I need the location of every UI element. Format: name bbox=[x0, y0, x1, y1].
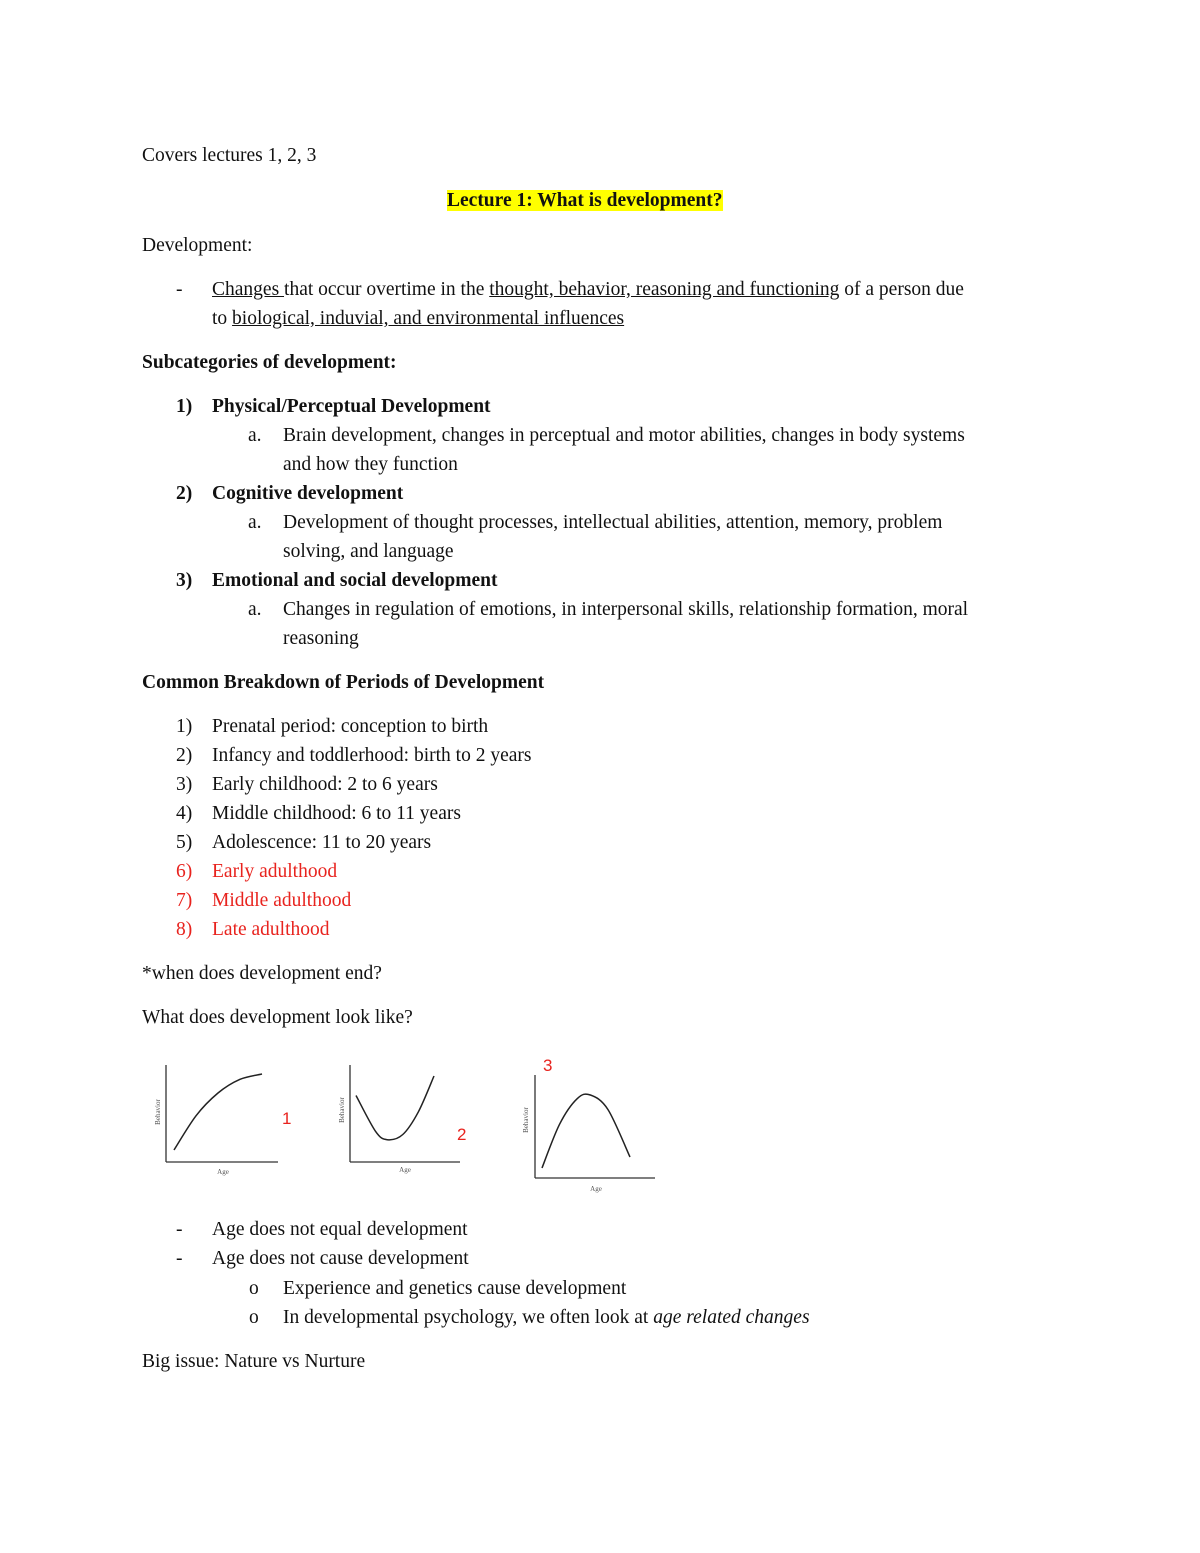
definition-bullet: - bbox=[176, 279, 183, 300]
period-text: Prenatal period: conception to birth bbox=[212, 716, 489, 737]
subcategory-marker: a. bbox=[248, 599, 262, 620]
series-line bbox=[356, 1076, 434, 1140]
period-number: 2) bbox=[176, 745, 193, 766]
subcategory-title: Cognitive development bbox=[212, 483, 404, 504]
age-subbullet-marker: o bbox=[249, 1307, 259, 1328]
subcategory-title: Emotional and social development bbox=[212, 570, 498, 591]
period-number: 8) bbox=[176, 919, 193, 940]
subcategory-desc-line-1: Brain development, changes in perceptual and motor abilities, changes in body systems bbox=[283, 425, 965, 446]
period-number: 3) bbox=[176, 774, 193, 795]
x-axis-label: Age bbox=[590, 1185, 602, 1193]
subcategory-title: Physical/Perceptual Development bbox=[212, 396, 491, 417]
subcategory-number: 2) bbox=[176, 483, 193, 504]
chart-number: 2 bbox=[457, 1125, 467, 1144]
subcategory-desc-line-2: reasoning bbox=[283, 628, 359, 649]
subcategory-number: 1) bbox=[176, 396, 193, 417]
y-axis-label: Behavior bbox=[522, 1107, 530, 1133]
chart-2 bbox=[338, 1065, 466, 1174]
periods-heading: Common Breakdown of Periods of Development bbox=[142, 672, 545, 693]
age-subbullet-plain: In developmental psychology, we often look at bbox=[283, 1307, 654, 1328]
development-label: Development: bbox=[142, 235, 253, 256]
age-bullet-text: Age does not cause development bbox=[212, 1248, 469, 1269]
chart-number: 1 bbox=[282, 1109, 292, 1128]
chart-number: 3 bbox=[543, 1056, 553, 1075]
header-note: Covers lectures 1, 2, 3 bbox=[142, 145, 317, 166]
subcategory-number: 3) bbox=[176, 570, 193, 591]
definition-text-b: of a person due bbox=[839, 279, 964, 300]
period-text: Middle adulthood bbox=[212, 890, 352, 911]
definition-line-2 bbox=[212, 304, 624, 333]
lecture-title-text: Lecture 1: What is development? bbox=[447, 190, 723, 211]
question-look: What does development look like? bbox=[142, 1007, 413, 1028]
definition-text-a: that occur overtime in the bbox=[284, 279, 490, 300]
period-text: Early adulthood bbox=[212, 861, 338, 882]
y-axis-label: Behavior bbox=[338, 1097, 346, 1123]
big-issue: Big issue: Nature vs Nurture bbox=[142, 1351, 366, 1372]
lecture-title bbox=[447, 186, 723, 215]
definition-influences: biological, induvial, and environmental influences bbox=[232, 308, 625, 329]
age-subbullet-marker: o bbox=[249, 1278, 259, 1299]
period-text: Early childhood: 2 to 6 years bbox=[212, 774, 438, 795]
question-end: *when does development end? bbox=[142, 963, 382, 984]
definition-to: to bbox=[212, 308, 233, 329]
x-axis-label: Age bbox=[399, 1166, 411, 1174]
development-charts bbox=[150, 1050, 670, 1200]
period-number: 4) bbox=[176, 803, 193, 824]
period-text: Infancy and toddlerhood: birth to 2 years bbox=[212, 745, 532, 766]
period-number: 1) bbox=[176, 716, 193, 737]
age-subbullet-italic: age related changes bbox=[653, 1307, 810, 1328]
age-bullet-marker: - bbox=[176, 1248, 183, 1269]
period-number: 5) bbox=[176, 832, 193, 853]
subcategory-marker: a. bbox=[248, 425, 262, 446]
definition-thought: thought, behavior, reasoning and functioning bbox=[489, 279, 840, 300]
chart-3 bbox=[522, 1056, 655, 1193]
age-bullet-marker: - bbox=[176, 1219, 183, 1240]
definition-line-1 bbox=[212, 275, 964, 304]
period-number: 6) bbox=[176, 861, 193, 882]
period-text: Adolescence: 11 to 20 years bbox=[212, 832, 432, 853]
definition-changes: Changes bbox=[212, 279, 285, 300]
period-text: Middle childhood: 6 to 11 years bbox=[212, 803, 461, 824]
x-axis-label: Age bbox=[217, 1168, 229, 1176]
subcategory-desc-line-1: Changes in regulation of emotions, in interpersonal skills, relationship formation, moral bbox=[283, 599, 969, 620]
period-text: Late adulthood bbox=[212, 919, 330, 940]
y-axis-label: Behavior bbox=[154, 1099, 162, 1125]
subcategory-desc-line-2: and how they function bbox=[283, 454, 458, 475]
age-subbullet-text bbox=[283, 1303, 810, 1332]
subcategory-marker: a. bbox=[248, 512, 262, 533]
period-number: 7) bbox=[176, 890, 193, 911]
age-bullet-text: Age does not equal development bbox=[212, 1219, 468, 1240]
subcategory-desc-line-2: solving, and language bbox=[283, 541, 454, 562]
series-line bbox=[542, 1094, 630, 1168]
subcategories-heading: Subcategories of development: bbox=[142, 352, 397, 373]
chart-1 bbox=[154, 1065, 291, 1176]
subcategory-desc-line-1: Development of thought processes, intellectual abilities, attention, memory, problem bbox=[283, 512, 943, 533]
age-subbullet-text: Experience and genetics cause development bbox=[283, 1278, 627, 1299]
series-line bbox=[174, 1074, 262, 1150]
